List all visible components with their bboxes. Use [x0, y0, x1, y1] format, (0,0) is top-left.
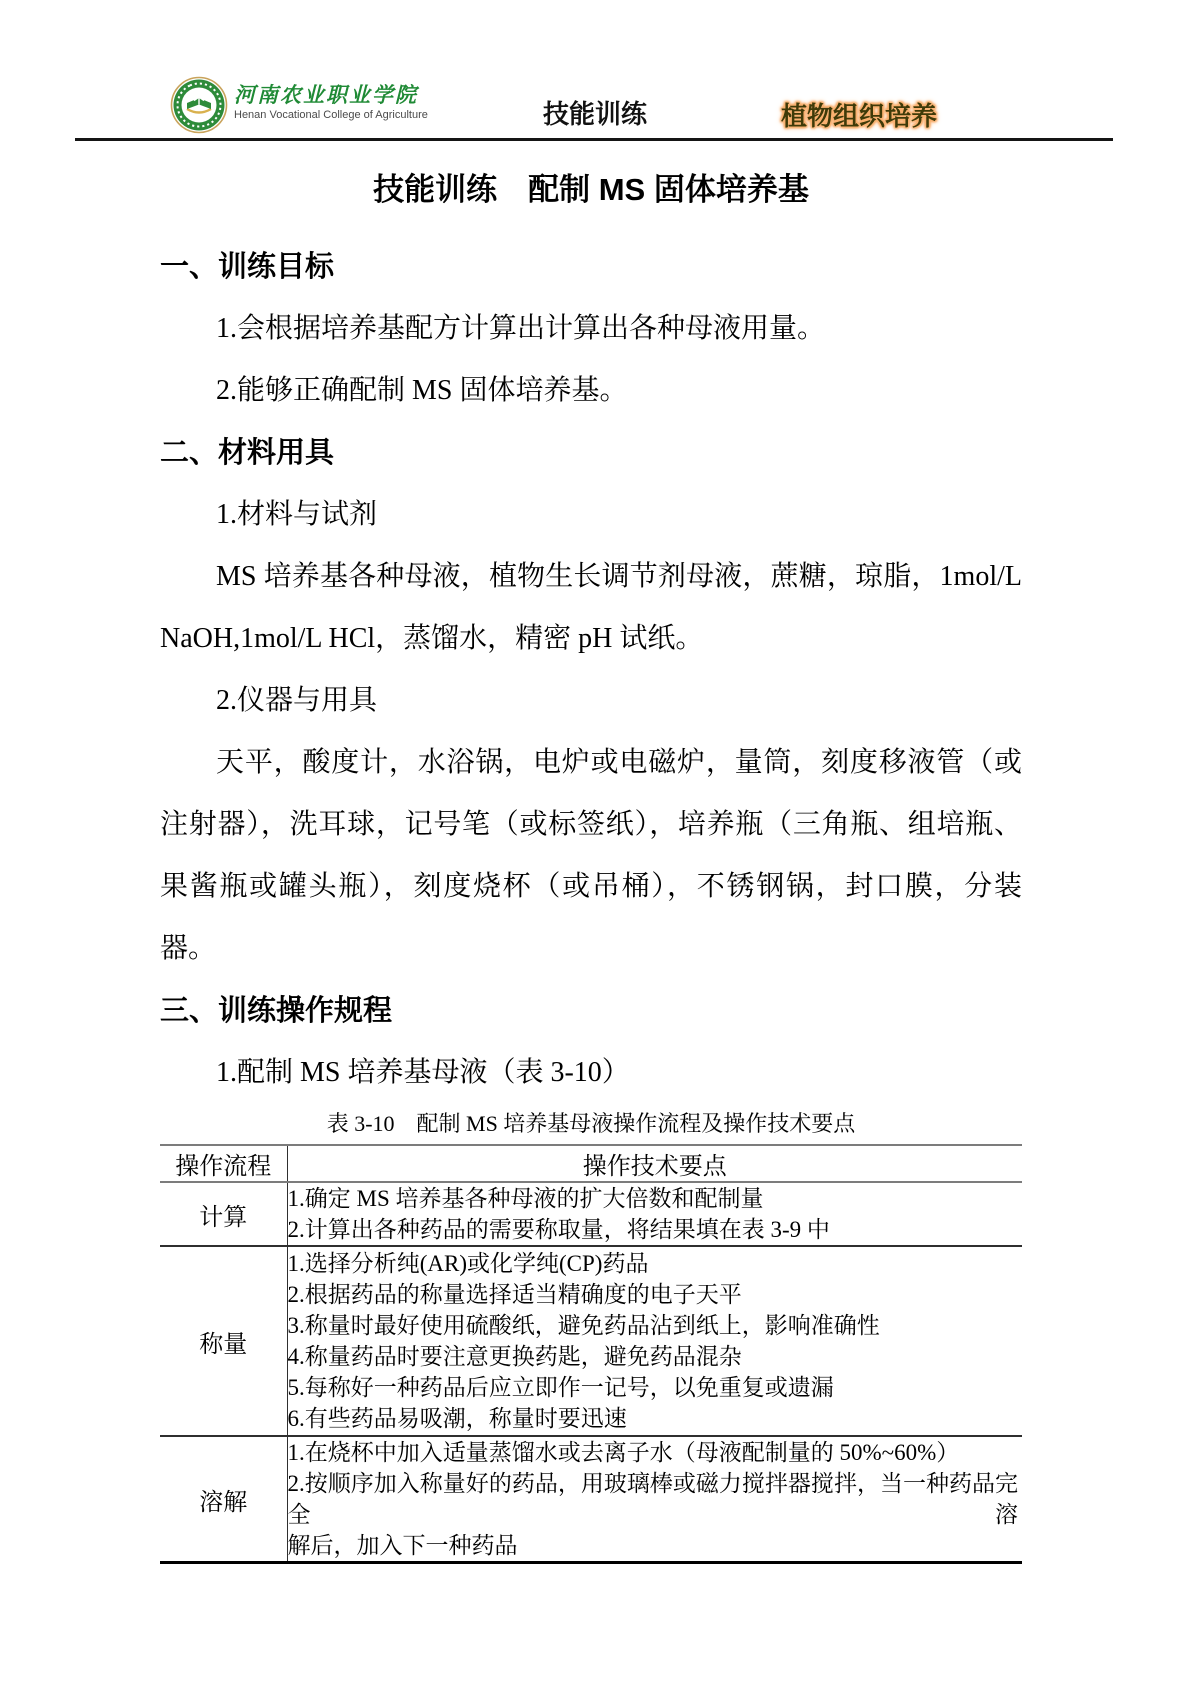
section-heading-2: 二、材料用具 — [160, 437, 335, 469]
header-center-title: 技能训练 — [542, 99, 647, 129]
college-name-cn: 河南农业职业学院 — [234, 84, 418, 107]
step-text: 2.计算出各种药品的需要称取量，将结果填在表 3-9 中 — [287, 1217, 830, 1242]
section-heading-3: 三、训练操作规程 — [160, 995, 393, 1027]
list-item: 2.仪器与用具 — [216, 685, 378, 716]
document-body — [160, 158, 1022, 1564]
table-row — [160, 1246, 1022, 1436]
page-title: 技能训练 配制 MS 固体培养基 — [373, 172, 809, 207]
list-item: 1.配制 MS 培养基母液（表 3-10） — [216, 1057, 630, 1088]
row-label: 计算 — [160, 1182, 287, 1246]
paragraph-line: 果酱瓶或罐头瓶），刻度烧杯（或吊桶），不锈钢锅，封口膜，分装 — [160, 871, 1022, 902]
header-rule — [75, 138, 1113, 141]
table-caption: 表 3-10 配制 MS 培养基母液操作流程及操作技术要点 — [326, 1111, 856, 1136]
paragraph-line: 注射器），洗耳球，记号笔（或标签纸），培养瓶（三角瓶、组培瓶、 — [160, 809, 1022, 840]
paragraph-line: MS 培养基各种母液，植物生长调节剂母液，蔗糖，琼脂，1mol/L — [216, 561, 1022, 592]
column-header-process: 操作流程 — [160, 1145, 287, 1182]
list-item: 1.会根据培养基配方计算出计算出各种母液用量。 — [216, 313, 826, 344]
paragraph-line: 器。 — [160, 933, 217, 964]
step-text: 6.有些药品易吸潮，称量时要迅速 — [287, 1406, 627, 1431]
step-text: 3.称量时最好使用硫酸纸，避免药品沾到纸上，影响准确性 — [287, 1313, 880, 1338]
list-item: 1.材料与试剂 — [216, 499, 378, 530]
paragraph-line: NaOH,1mol/L HCl，蒸馏水，精密 pH 试纸。 — [160, 623, 704, 654]
college-name-en: Henan Vocational College of Agriculture — [234, 109, 428, 121]
section-heading-1: 一、训练目标 — [160, 251, 335, 283]
step-text: 4.称量药品时要注意更换药匙，避免药品混杂 — [287, 1344, 742, 1369]
list-item: 2.能够正确配制 MS 固体培养基。 — [216, 375, 628, 406]
step-text: 1.选择分析纯(AR)或化学纯(CP)药品 — [287, 1251, 649, 1276]
header-course-label: 植物组织培养 — [780, 101, 937, 131]
paragraph-line: 天平，酸度计，水浴锅，电炉或电磁炉，量筒，刻度移液管（或 — [216, 747, 1022, 778]
column-header-keypoints: 操作技术要点 — [287, 1145, 1022, 1182]
step-text: 5.每称好一种药品后应立即作一记号，以免重复或遗漏 — [287, 1375, 834, 1400]
step-text: 1.在烧杯中加入适量蒸馏水或去离子水（母液配制量的 50%~60%） — [287, 1440, 960, 1465]
page-header — [0, 0, 1190, 150]
table-row — [160, 1436, 1022, 1563]
step-text: 2.根据药品的称量选择适当精确度的电子天平 — [287, 1282, 742, 1307]
procedure-table — [160, 1144, 1022, 1564]
step-text: 解后，加入下一种药品 — [287, 1533, 518, 1558]
table-row — [160, 1182, 1022, 1246]
row-label: 溶解 — [160, 1436, 287, 1563]
row-label: 称量 — [160, 1246, 287, 1436]
step-text: 2.按顺序加入称量好的药品，用玻璃棒或磁力搅拌器搅拌，当一种药品完全溶 — [287, 1471, 1018, 1527]
step-text: 1.确定 MS 培养基各种母液的扩大倍数和配制量 — [287, 1186, 764, 1211]
table-header-row — [160, 1145, 1022, 1182]
